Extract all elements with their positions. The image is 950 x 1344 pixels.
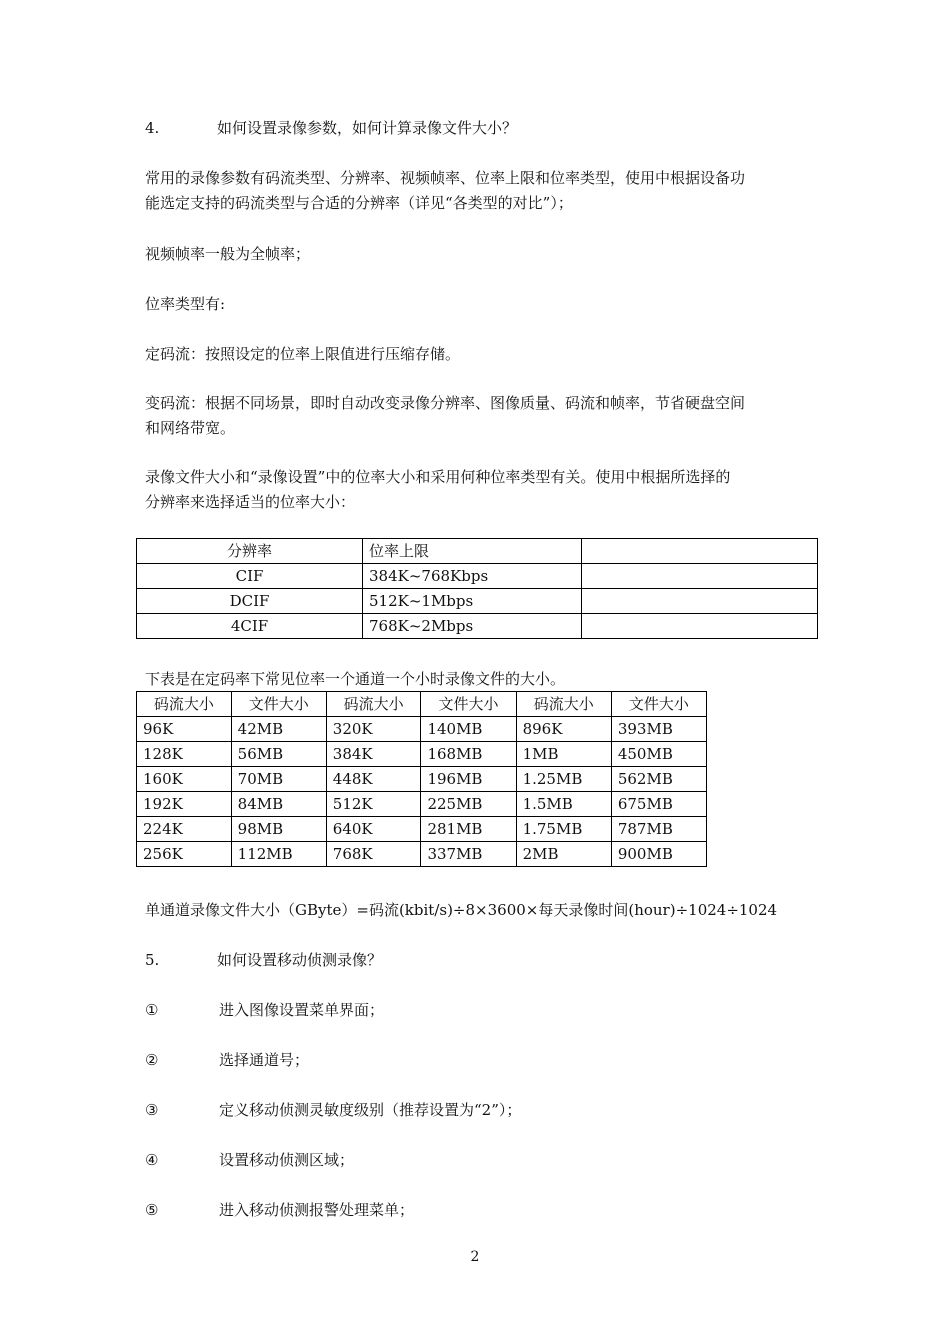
table-cell: DCIF [137,589,363,614]
table-header-cell: 文件大小 [231,692,326,717]
table-header-cell: 文件大小 [611,692,706,717]
table-row [137,742,707,767]
table-cell: 98MB [231,817,326,842]
q5-heading [145,948,382,973]
step-marker: ③ [145,1101,159,1119]
table-cell: 224K [137,817,232,842]
table-row [137,717,707,742]
table-cell: 84MB [231,792,326,817]
paragraph-line: 常用的录像参数有码流类型、分辨率、视频帧率、位率上限和位率类型，使用中根据设备功 [145,169,746,187]
table-cell: 787MB [611,817,706,842]
table-cell: 2MB [516,842,611,867]
step-item [145,1098,521,1123]
table-cell: 160K [137,767,232,792]
table-row [137,767,707,792]
paragraph-line: 位率类型有: [145,295,226,313]
table-header-cell: 码流大小 [326,692,421,717]
table-cell [582,589,818,614]
table-header-cell: 码流大小 [137,692,232,717]
table-cell: 640K [326,817,421,842]
step-text: 进入移动侦测报警处理菜单； [219,1201,415,1219]
table-cell: 562MB [611,767,706,792]
table-cell [582,614,818,639]
table-cell: 196MB [421,767,516,792]
paragraph-line: 录像文件大小和“录像设置”中的位率大小和采用何种位率类型有关。使用中根据所选择的 [145,468,731,486]
table-cell: 393MB [611,717,706,742]
table-cell: 112MB [231,842,326,867]
step-item [145,1048,309,1073]
table-cell: 675MB [611,792,706,817]
step-marker: ② [145,1051,159,1069]
step-text: 设置移动侦测区域； [219,1151,355,1169]
table-cell: 900MB [611,842,706,867]
file-size-table [136,691,707,867]
q5-title: 如何设置移动侦测录像？ [217,951,383,969]
step-item [145,1148,354,1173]
table-cell: 320K [326,717,421,742]
table-header-cell: 文件大小 [421,692,516,717]
table-cell: 128K [137,742,232,767]
paragraph-line: 分辨率来选择适当的位率大小： [145,493,356,511]
table-header-cell: 码流大小 [516,692,611,717]
step-marker: ① [145,1001,159,1019]
table-cell: 281MB [421,817,516,842]
table-row [137,792,707,817]
table-header-row [137,539,818,564]
table-cell: 192K [137,792,232,817]
resolution-table [136,538,818,639]
table-row [137,564,818,589]
size-table-caption: 下表是在定码率下常见位率一个通道一个小时录像文件的大小。 [145,670,566,688]
table-cell: CIF [137,564,363,589]
step-item [145,998,384,1023]
step-text: 进入图像设置菜单界面； [219,1001,385,1019]
table-cell: 384K~768Kbps [363,564,582,589]
paragraph-line: 定码流：按照设定的位率上限值进行压缩存储。 [145,345,461,363]
table-cell: 56MB [231,742,326,767]
table-cell [582,564,818,589]
table-row [137,614,818,639]
table-cell: 337MB [421,842,516,867]
table-header-row [137,692,707,717]
step-marker: ④ [145,1151,159,1169]
table-cell: 1.5MB [516,792,611,817]
q5-number: 5. [145,951,160,969]
table-cell: 1.75MB [516,817,611,842]
paragraph-line: 和网络带宽。 [145,419,236,437]
table-header-cell: 分辨率 [137,539,363,564]
q4-number: 4. [145,119,160,137]
table-row [137,817,707,842]
q4-heading [145,116,517,141]
table-cell: 1MB [516,742,611,767]
table-cell: 512K~1Mbps [363,589,582,614]
table-row [137,589,818,614]
formula-line: 单通道录像文件大小（GByte）=码流(kbit/s)÷8×3600×每天录像时间(hour)÷1024÷1024 [145,901,778,919]
table-cell: 4CIF [137,614,363,639]
table-cell: 168MB [421,742,516,767]
table-cell: 1.25MB [516,767,611,792]
paragraph-line: 变码流：根据不同场景，即时自动改变录像分辨率、图像质量、码流和帧率，节省硬盘空间 [145,394,746,412]
table-header-cell [582,539,818,564]
table-row [137,842,707,867]
table-cell: 70MB [231,767,326,792]
table-cell: 384K [326,742,421,767]
table-cell: 768K [326,842,421,867]
paragraph-line: 视频帧率一般为全帧率； [145,245,311,263]
q4-title: 如何设置录像参数，如何计算录像文件大小？ [217,119,518,137]
table-cell: 768K~2Mbps [363,614,582,639]
table-cell: 140MB [421,717,516,742]
step-item [145,1198,414,1223]
table-cell: 448K [326,767,421,792]
step-marker: ⑤ [145,1201,159,1219]
table-cell: 256K [137,842,232,867]
table-header-cell: 位率上限 [363,539,582,564]
step-text: 定义移动侦测灵敏度级别（推荐设置为“2”）； [219,1101,522,1119]
table-cell: 512K [326,792,421,817]
table-cell: 450MB [611,742,706,767]
table-cell: 96K [137,717,232,742]
table-cell: 225MB [421,792,516,817]
page-number: 2 [470,1249,480,1265]
table-cell: 896K [516,717,611,742]
table-cell: 42MB [231,717,326,742]
step-text: 选择通道号； [219,1051,310,1069]
paragraph-line: 能选定支持的码流类型与合适的分辨率（详见“各类型的对比”）； [145,194,573,212]
